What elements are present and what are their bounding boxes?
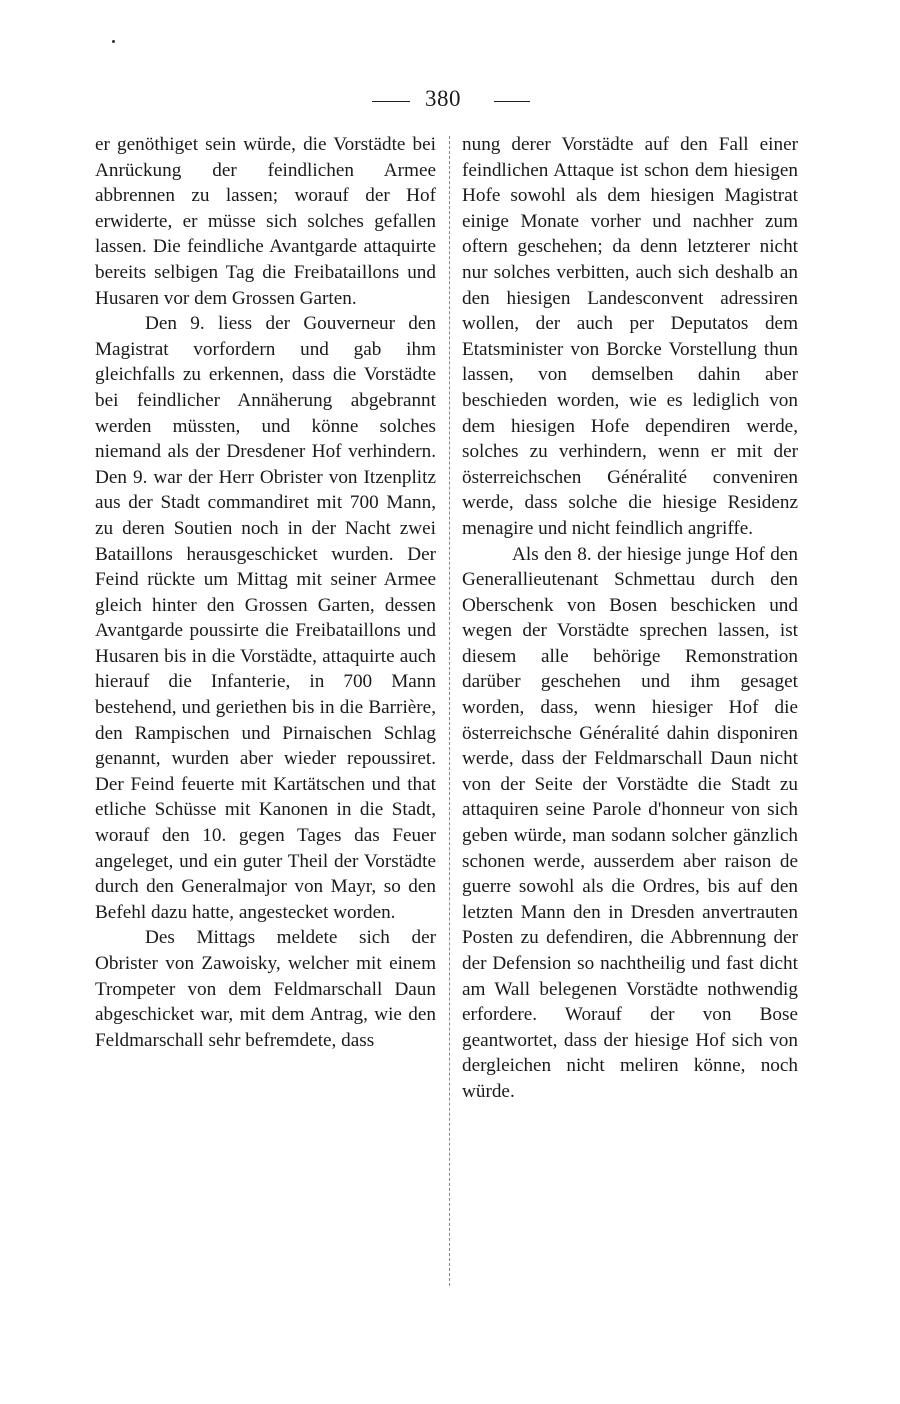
paragraph: er genöthiget sein würde, die Vorstädte bei Anrückung der feindlichen Armee abbrennen zu lassen; worauf der Hof erwiderte, er müsse sich solches gefallen lassen. Die feindliche Avantgarde attaquirte bereits selbigen Tag die Freibataillons und Husaren vor dem Grossen Garten. (95, 134, 436, 309)
paragraph: Als den 8. der hiesige junge Hof den Generallieutenant Schmettau durch den Oberschenk von Bosen beschicken und wegen der Vorstädte sprechen lassen, ist diesem alle behörige Remonstration darüber geschehen und ihm gesaget worden, dass, wenn hiesiger Hof die österreichsche Généralité dahin disponiren werde, dass der Feldmarschall Daun nicht von der Seite der Vorstädte die Stadt zu attaquiren seine Parole d'honneur von sich geben würde, man sodann solcher gänzlich schonen werde, ausserdem aber raison de guerre sowohl als die Ordres, bis auf den letzten Mann den in Dresden anvertrauten Posten zu defendiren, die Abbrennung der der Defension so nachtheilig und fast dicht am Wall belegenen Vorstädte nothwendig erfordere. Worauf der von Bose geantwortet, dass der hiesige Hof sich von dergleichen nicht meliren könne, noch würde. (462, 543, 798, 1102)
header-rule-right (494, 101, 530, 102)
paragraph: nung derer Vorstädte auf den Fall einer feindlichen Attaque ist schon dem hiesigen Hofe sowohl als dem hiesigen Magistrat einige Monate vorher und nachher zum oftern geschehen; da denn letzterer nicht nur solches verbitten, auch sich deshalb an den hiesigen Landesconvent adressiren wollen, der auch per Deputatos dem Etatsminister von Borcke Vorstellung thun lassen, von demselben dahin aber beschieden worden, wie es lediglich von dem hiesigen Hofe dependiren werde, solches zu verhindern, wenn er mit der österreichschen Généralité conveniren werde, dass solche die hiesige Residenz menagire und nicht feindlich angriffe. (462, 134, 798, 539)
right-column (462, 132, 798, 1105)
paragraph: Den 9. liess der Gouverneur den Magistrat vorfordern und gab ihm gleichfalls zu erkennen, dass die Vorstädte bei feindlicher Annäherung abgebrannt werden müssten, und könne solches niemand als der Dresdener Hof verhindern. Den 9. war der Herr Obrister von Itzenplitz aus der Stadt commandiret mit 700 Mann, zu deren Soutien noch in der Nacht zwei Bataillons herausgeschicket wurden. Der Feind rückte um Mittag mit seiner Armee gleich hinter den Grossen Garten, dessen Avantgarde poussirte die Freibataillons und Husaren bis in die Vorstädte, attaquirte auch hierauf die Infanterie, in 700 Mann bestehend, und geriethen bis in die Barrière, den Rampischen und Pirnaischen Schlag genannt, wurden aber wieder repoussiret. Der Feind feuerte mit Kartätschen und that etliche Schüsse mit Kanonen in die Stadt, worauf den 10. gegen Tages das Feuer angeleget, und ein guter Theil der Vorstädte durch den Generalmajor von Mayr, so den Befehl dazu hatte, angestecket worden. (95, 313, 436, 923)
left-column (95, 132, 436, 1053)
printing-speck (112, 40, 115, 43)
paragraph: Des Mittags meldete sich der Obrister von Zawoisky, welcher mit einem Trompeter von dem Feldmarschall Daun abgeschicket war, mit dem Antrag, wie den Feldmarschall sehr befremdete, dass (95, 927, 436, 1051)
column-divider (449, 136, 450, 1286)
page-header (0, 84, 900, 116)
header-rule-left (372, 101, 410, 102)
page-number: 380 (425, 86, 461, 111)
